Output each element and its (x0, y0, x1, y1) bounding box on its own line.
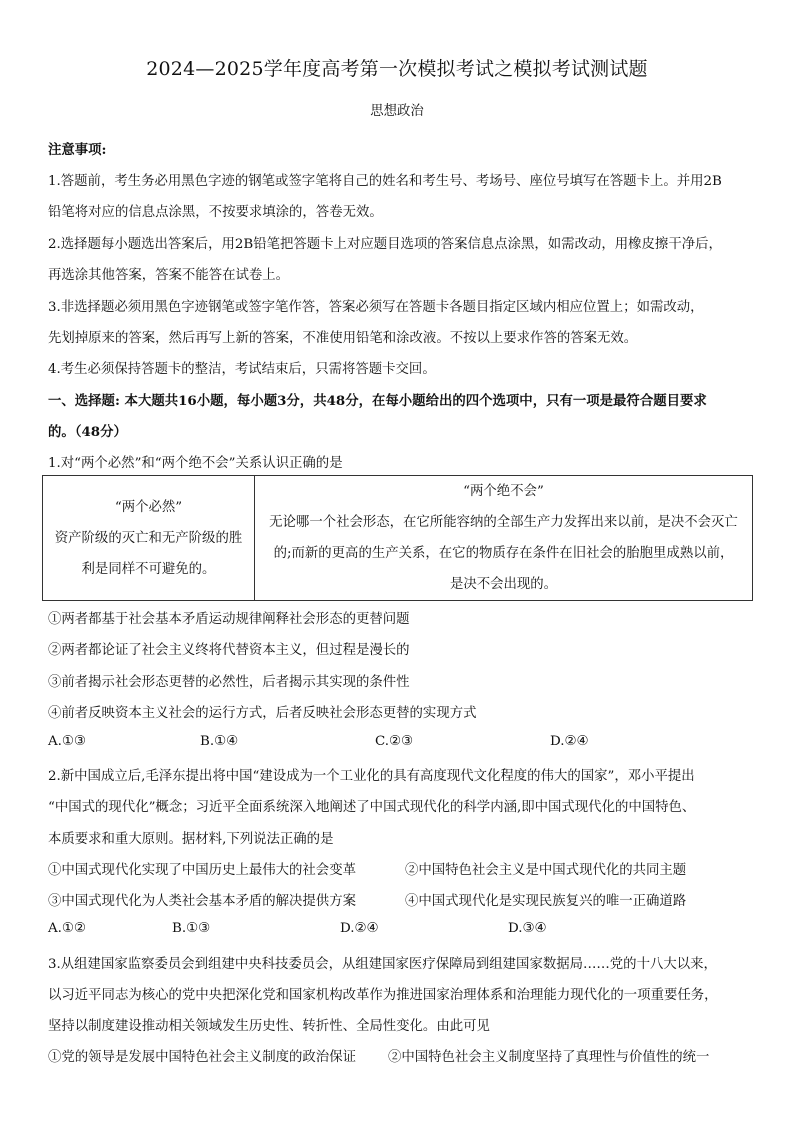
q3-stem-line: 3.从组建国家监察委员会到组建中央科技委员会，从组建国家医疗保障局到组建国家数据局……党的十八大以来， (48, 957, 717, 972)
two-inevitables-cell (43, 476, 255, 601)
q1-item: ①两者都基于社会基本矛盾运动规律阐释社会形态的更替问题 (48, 612, 410, 627)
q2-stem-line: 本质要求和重大原则。据材料,下列说法正确的是 (48, 832, 334, 847)
q2-option-b: B.①③ (172, 921, 211, 936)
cell-text: 资产阶级的灭亡和无产阶级的胜 (54, 530, 243, 546)
cell-text: 利是同样不可避免的。 (81, 561, 216, 577)
q1-option-c: C.②③ (375, 734, 414, 749)
notice-line: 1.答题前，考生务必用黑色字迹的钢笔或签字笔将自己的姓名和考生号、考场号、座位号填写在答题卡上。并用2B (48, 174, 722, 189)
section-heading-cont: 的。（48分） (48, 424, 127, 440)
cell-heading: “两个绝不会” (463, 484, 544, 499)
q1-option-a: A.①③ (48, 734, 86, 749)
cell-text: 是决不会出现的。 (449, 577, 558, 592)
q2-option-d: D.③④ (508, 921, 547, 936)
cell-text: 的;而新的更高的生产关系，在它的物质存在条件在旧社会的胎胞里成熟以前， (273, 546, 734, 561)
q2-item: ④中国式现代化是实现民族复兴的唯一正确道路 (405, 894, 687, 909)
q3-stem-line: 坚持以制度建设推动相关领域发生历史性、转折性、全局性变化。由此可见 (48, 1019, 490, 1034)
notice-heading: 注意事项: (48, 142, 107, 158)
q1-material-table (42, 475, 753, 601)
q1-item: ③前者揭示社会形态更替的必然性，后者揭示其实现的条件性 (48, 675, 410, 690)
q2-item: ①中国式现代化实现了中国历史上最伟大的社会变革 (48, 863, 356, 878)
q1-item: ④前者反映资本主义社会的运行方式，后者反映社会形态更替的实现方式 (48, 706, 477, 721)
cell-text: 无论哪一个社会形态，在它所能容纳的全部生产力发挥出来以前，是决不会灭亡 (269, 515, 738, 530)
section-heading: 一、选择题: 本大题共16小题，每小题3分，共48分，在每小题给出的四个选项中，只有一项是最符合题目要求 (48, 393, 707, 409)
notice-line: 3.非选择题必须用黑色字迹钢笔或签字笔作答，答案必须写在答题卡各题目指定区域内相应位置上；如需改动， (48, 300, 704, 315)
exam-title: 2024—2025学年度高考第一次模拟考试之模拟考试测试题 (146, 58, 648, 80)
notice-line: 再选涂其他答案，答案不能答在试卷上。 (48, 268, 290, 283)
two-nevers-cell (255, 476, 753, 601)
q1-option-b: B.①④ (200, 734, 239, 749)
q2-stem-line: 2.新中国成立后,毛泽东提出将中国“建设成为一个工业化的具有高度现代文化程度的伟大的国家”，邓小平提出 (48, 769, 695, 784)
notice-line: 铅笔将对应的信息点涂黑，不按要求填涂的，答卷无效。 (48, 205, 383, 220)
q2-option-c: D.②④ (340, 921, 379, 936)
q2-item: ②中国特色社会主义是中国式现代化的共同主题 (405, 863, 687, 878)
q1-option-d: D.②④ (550, 734, 589, 749)
q1-stem: 1.对“两个必然”和“两个绝不会”关系认识正确的是 (48, 456, 343, 471)
q3-stem-line: 以习近平同志为核心的党中央把深化党和国家机构改革作为推进国家治理体系和治理能力现代化的一项重要任务， (48, 988, 718, 1003)
q3-item: ①党的领导是发展中国特色社会主义制度的政治保证 (48, 1050, 356, 1065)
notice-line: 2.选择题每小题选出答案后，用2B铅笔把答题卡上对应题目选项的答案信息点涂黑，如需改动，用橡皮擦干净后， (48, 237, 722, 252)
q2-stem-line: “中国式的现代化”概念；习近平全面系统深入地阐述了中国式现代化的科学内涵,即中国式现代化的中国特色、 (48, 800, 696, 815)
notice-line: 4.考生必须保持答题卡的整洁，考试结束后，只需将答题卡交回。 (48, 362, 436, 377)
q2-option-a: A.①② (48, 921, 86, 936)
q3-item: ②中国特色社会主义制度坚持了真理性与价值性的统一 (388, 1050, 710, 1065)
cell-heading: “两个必然” (114, 499, 183, 515)
notice-line: 先划掉原来的答案，然后再写上新的答案，不准使用铅笔和涂改液。不按以上要求作答的答案无效。 (48, 331, 638, 346)
q2-item: ③中国式现代化为人类社会基本矛盾的解决提供方案 (48, 894, 356, 909)
q1-item: ②两者都论证了社会主义终将代替资本主义，但过程是漫长的 (48, 643, 410, 658)
subject-label: 思想政治 (370, 104, 424, 119)
